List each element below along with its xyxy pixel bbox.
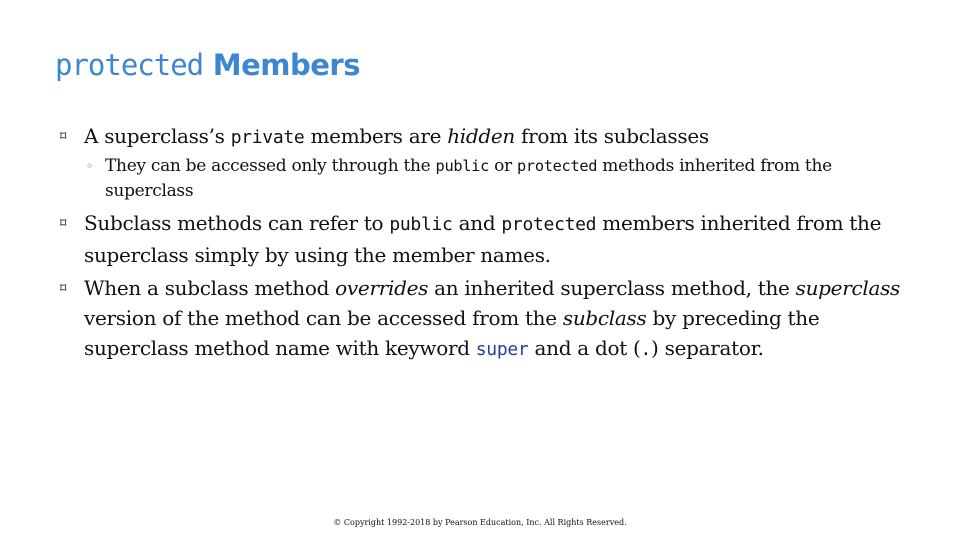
text-run: from its subclasses (515, 124, 709, 148)
text-run: and (452, 211, 502, 235)
text-run: They can be accessed only through the (105, 156, 436, 176)
text-run: A superclass’s (84, 124, 231, 148)
code-protected: protected (517, 157, 598, 175)
emphasis-overrides: overrides (335, 276, 429, 300)
title-keyword: protected (55, 48, 204, 82)
sub-bullet-1 (86, 154, 886, 204)
text-run: or (489, 156, 517, 176)
code-dot: . (640, 339, 652, 360)
sub-bullet-1-text (105, 154, 886, 204)
text-run: methods inherited from the superclass (105, 156, 832, 201)
text-run: version of the method can be accessed from the (84, 306, 563, 330)
emphasis-hidden: hidden (447, 124, 515, 148)
slide-title (55, 48, 360, 82)
circle-bullet-icon: ◦ (86, 159, 94, 173)
code-public: public (435, 157, 490, 175)
text-run: by preceding the superclass method name with keyword (84, 306, 820, 360)
text-run: ) separator. (651, 336, 764, 360)
code-super: super (475, 339, 529, 360)
bullet-2-text (84, 208, 920, 270)
square-bullet-icon: ⌑ (60, 216, 67, 230)
copyright-footer: © Copyright 1992-2018 by Pearson Education, Inc. All Rights Reserved. (333, 518, 627, 527)
bullet-3 (60, 273, 920, 365)
bullet-1-text (84, 121, 920, 153)
emphasis-subclass: subclass (562, 306, 647, 330)
code-private: private (230, 127, 305, 148)
bullet-1 (60, 121, 920, 153)
bullet-2 (60, 208, 920, 270)
text-run: and a dot ( (528, 336, 641, 360)
text-run: members inherited from the superclass simply by using the member names. (84, 211, 882, 267)
code-protected: protected (501, 214, 597, 235)
title-rest: Members (203, 48, 360, 82)
text-run: an inherited superclass method, the (428, 276, 796, 300)
text-run: members are (304, 124, 448, 148)
text-run: When a subclass method (84, 276, 336, 300)
square-bullet-icon: ⌑ (60, 281, 67, 295)
emphasis-superclass: superclass (795, 276, 901, 300)
bullet-3-text (84, 273, 920, 365)
code-public: public (389, 214, 453, 235)
square-bullet-icon: ⌑ (60, 129, 67, 143)
text-run: Subclass methods can refer to (84, 211, 390, 235)
